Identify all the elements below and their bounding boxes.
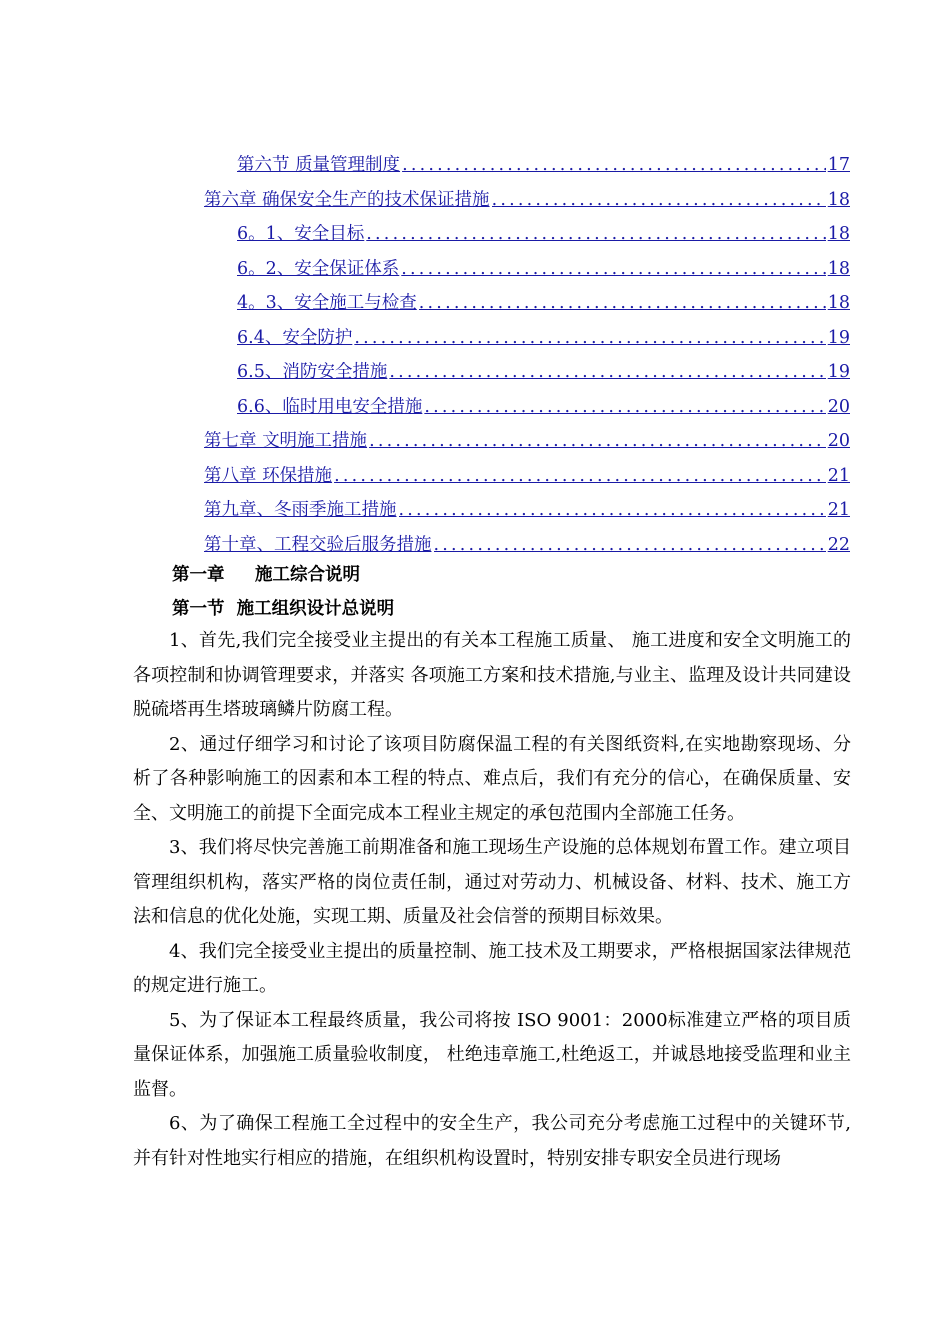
toc-entry-page: 21 (827, 500, 850, 520)
toc-leader-dots (334, 464, 826, 488)
chapter-heading: 第一章 施工综合说明 (172, 565, 360, 585)
toc-entry[interactable] (204, 178, 850, 212)
toc-entry-title: 6.5、消防安全措施 (237, 362, 388, 382)
toc-leader-dots (401, 257, 825, 281)
toc-entry-title: 第八章 环保措施 (204, 465, 333, 486)
toc-leader-dots (434, 533, 826, 557)
toc-entry-page: 18 (827, 258, 850, 279)
toc-leader-dots (366, 222, 825, 246)
toc-leader-dots (402, 153, 826, 177)
paragraph: 6、为了确保工程施工全过程中的安全生产，我公司充分考虑施工过程中的关键环节,并有针对性地实行相应的措施，在组织机构设置时，特别安排专职安全员进行现场 (133, 1113, 851, 1169)
toc-entry[interactable] (237, 385, 850, 419)
paragraph: 3、我们将尽快完善施工前期准备和施工现场生产设施的总体规划布置工作。建立项目管理组织机构，落实严格的岗位责任制，通过对劳动力、机械设备、材料、技术、施工方法和信息的优化处施，实现工期、质量及社会信誉的预期目标效果。 (133, 837, 851, 927)
paragraph: 1、首先,我们完全接受业主提出的有关本工程施工质量、 施工进度和安全文明施工的各项控制和协调管理要求，并落实 各项施工方案和技术措施,与业主、监理及设计共同建设脱硫塔再生塔玻璃鳞片防腐工程。 (133, 630, 851, 720)
toc-entry-page: 18 (827, 189, 850, 210)
toc-entry-title: 第七章 文明施工措施 (204, 431, 368, 451)
toc-entry[interactable] (204, 523, 850, 557)
toc-entry-title: 第十章、工程交验后服务措施 (204, 534, 432, 555)
toc-entry-title: 4。3、安全施工与检查 (237, 293, 417, 313)
toc-entry[interactable] (237, 143, 850, 177)
toc-entry-page: 20 (827, 431, 850, 451)
toc-leader-dots (399, 498, 826, 522)
paragraph: 5、为了保证本工程最终质量，我公司将按 ISO 9001：2000标准建立严格的项目质量保证体系，加强施工质量验收制度， 杜绝违章施工,杜绝返工，并诚恳地接受监理和业主监督。 (133, 1009, 851, 1100)
toc-entry-page: 18 (827, 293, 850, 313)
toc-leader-dots (389, 360, 825, 384)
toc-leader-dots (419, 291, 826, 315)
toc-entry-title: 第六章 确保安全生产的技术保证措施 (204, 189, 490, 210)
toc-entry[interactable] (204, 454, 850, 488)
toc-entry[interactable] (204, 419, 850, 453)
paragraph: 2、通过仔细学习和讨论了该项目防腐保温工程的有关图纸资料,在实地勘察现场、分析了各种影响施工的因素和本工程的特点、难点后，我们有充分的信心，在确保质量、安全、文明施工的前提下全面完成本工程业主规定的承包范围内全部施工任务。 (133, 733, 851, 824)
toc-entry-page: 18 (827, 224, 850, 244)
toc-entry[interactable] (237, 281, 850, 315)
toc-entry-title: 6。1、安全目标 (237, 224, 365, 244)
body-text (133, 624, 851, 1176)
toc-entry-page: 19 (827, 362, 850, 382)
toc-entry[interactable] (237, 316, 850, 350)
toc-entry-page: 20 (827, 396, 850, 417)
toc-leader-dots (492, 188, 826, 212)
toc-entry[interactable] (237, 350, 850, 384)
toc-entry-page: 17 (827, 155, 850, 175)
toc-entry-title: 第九章、冬雨季施工措施 (204, 500, 397, 520)
toc-entry[interactable] (237, 212, 850, 246)
toc-entry-page: 22 (827, 534, 850, 555)
toc-entry-title: 6。2、安全保证体系 (237, 258, 400, 279)
toc-entry-title: 6.4、安全防护 (237, 327, 353, 348)
paragraph: 4、我们完全接受业主提出的质量控制、施工技术及工期要求，严格根据国家法律规范的规定进行施工。 (133, 940, 851, 996)
toc-entry[interactable] (204, 488, 850, 522)
toc-leader-dots (369, 429, 826, 453)
toc-entry[interactable] (237, 247, 850, 281)
section-heading: 第一节 施工组织设计总说明 (172, 599, 395, 619)
toc-entry-title: 6.6、临时用电安全措施 (237, 396, 423, 417)
toc-entry-page: 19 (827, 327, 850, 348)
toc-leader-dots (354, 326, 825, 350)
toc-leader-dots (424, 395, 825, 419)
toc-entry-page: 21 (827, 465, 850, 486)
toc-entry-title: 第六节 质量管理制度 (237, 155, 401, 175)
